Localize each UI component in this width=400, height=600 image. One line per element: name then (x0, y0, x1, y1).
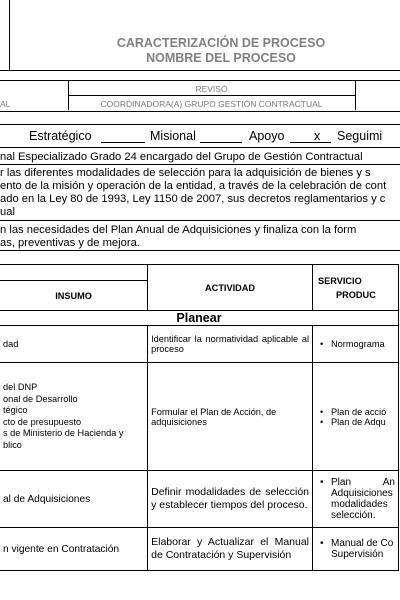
type-apoyo: Apoyo (249, 129, 285, 143)
row2-insumo-item: s de Ministerio de Hacienda y (3, 428, 124, 438)
revision-inner-line (68, 95, 355, 96)
revision-value: COORDINADORA(A) GRUPO GESTIÓN CONTRACTUAL (100, 99, 323, 109)
process-table (0, 264, 399, 571)
table-spacer-row (0, 265, 399, 281)
header-servicios-line-1: SERVICIO (318, 275, 362, 286)
type-seguimiento: Seguimi (337, 129, 383, 143)
phase-row (0, 311, 399, 326)
document-title (0, 36, 400, 66)
revision-left-cell: AL (0, 99, 11, 109)
objetivo-line-4: ual (0, 206, 15, 218)
responsable-text: nal Especializado Grado 24 encargado del Grupo de Gestión Contractual (0, 151, 363, 163)
type-misional-blank (200, 142, 242, 143)
header-actividad: ACTIVIDAD (148, 265, 313, 311)
header-servicios (313, 265, 399, 311)
row1-servicios (313, 326, 399, 363)
row2-insumo-item: blico (3, 439, 22, 450)
row2-insumo (0, 363, 148, 471)
alcance-line-2: as, preventivas y de mejora. (0, 237, 140, 249)
row1-insumo: dad (0, 326, 148, 363)
row2-servicio-item: • Plan de Adqu (326, 417, 395, 427)
revision-divider-right (355, 80, 356, 110)
type-misional: Misional (150, 129, 196, 143)
alcance-line-1: n las necesidades del Plan Anual de Adquisiciones y finaliza con la form (0, 224, 357, 236)
type-estrategico: Estratégico (29, 129, 92, 143)
title-line-1: CARACTERIZACIÓN DE PROCESO (116, 36, 326, 50)
header-insumo: INSUMO (0, 281, 148, 311)
row4-servicios (313, 528, 399, 571)
type-apoyo-blank (290, 142, 331, 143)
responsable-top-rule (0, 147, 400, 148)
row2-insumo-item: del DNP (3, 382, 38, 392)
row4-actividad: Elaborar y Actualizar el Manual de Contratación y Supervisión (148, 528, 313, 571)
row2-servicios (313, 363, 399, 471)
row4-servicio-item: • Manual de Co Supervisión (326, 538, 395, 560)
table-row (0, 326, 399, 363)
title-line-2: NOMBRE DEL PROCESO (146, 51, 296, 65)
row3-insumo: al de Adquisiciones (0, 471, 148, 528)
process-type-top-rule (0, 124, 400, 125)
row2-servicio-item: • Plan de acció (326, 407, 395, 417)
row3-actividad: Definir modalidades de selección y establecer tiempos del proceso. (148, 471, 313, 528)
alcance-bottom-rule (0, 250, 400, 251)
objetivo-bottom-rule (0, 220, 400, 221)
objetivo-line-1: r las diferentes modalidades de selección para la adquisición de bienes y s (0, 167, 371, 179)
row3-servicio-item: • Plan An Adquisiciones modalidades selección. (326, 477, 395, 521)
table-row (0, 528, 399, 571)
row2-insumo-item: onal de Desarrollo (3, 393, 78, 404)
type-estrategico-blank (101, 142, 145, 143)
objetivo-line-2: ento de la misión y operación de la entidad, a través de la celebración de cont (0, 180, 387, 192)
phase-label: Planear (0, 311, 399, 326)
responsable-bottom-rule (0, 164, 400, 165)
header-servicios-line-2: PRODUC (336, 289, 376, 300)
revision-label: REVISÓ (195, 84, 228, 94)
row1-actividad: Identificar la normatividad aplicable al proceso (148, 326, 313, 363)
row3-servicios (313, 471, 399, 528)
row2-insumo-item: cto de presupuesto (3, 416, 82, 427)
row2-insumo-item: tégico (3, 405, 28, 415)
row4-insumo: n vigente en Contratación (0, 528, 148, 571)
type-apoyo-mark: x (314, 129, 321, 143)
spacer-cell-insumo (0, 265, 148, 281)
table-row (0, 471, 399, 528)
objetivo-line-3: ado en la Ley 80 de 1993, Ley 1150 de 2007, sus decretos reglamentarios y c (0, 193, 386, 205)
row1-servicio-item: • Normograma (326, 339, 395, 349)
row2-actividad: Formular el Plan de Acción, de adquisiciones (148, 363, 313, 471)
table-row (0, 363, 399, 471)
